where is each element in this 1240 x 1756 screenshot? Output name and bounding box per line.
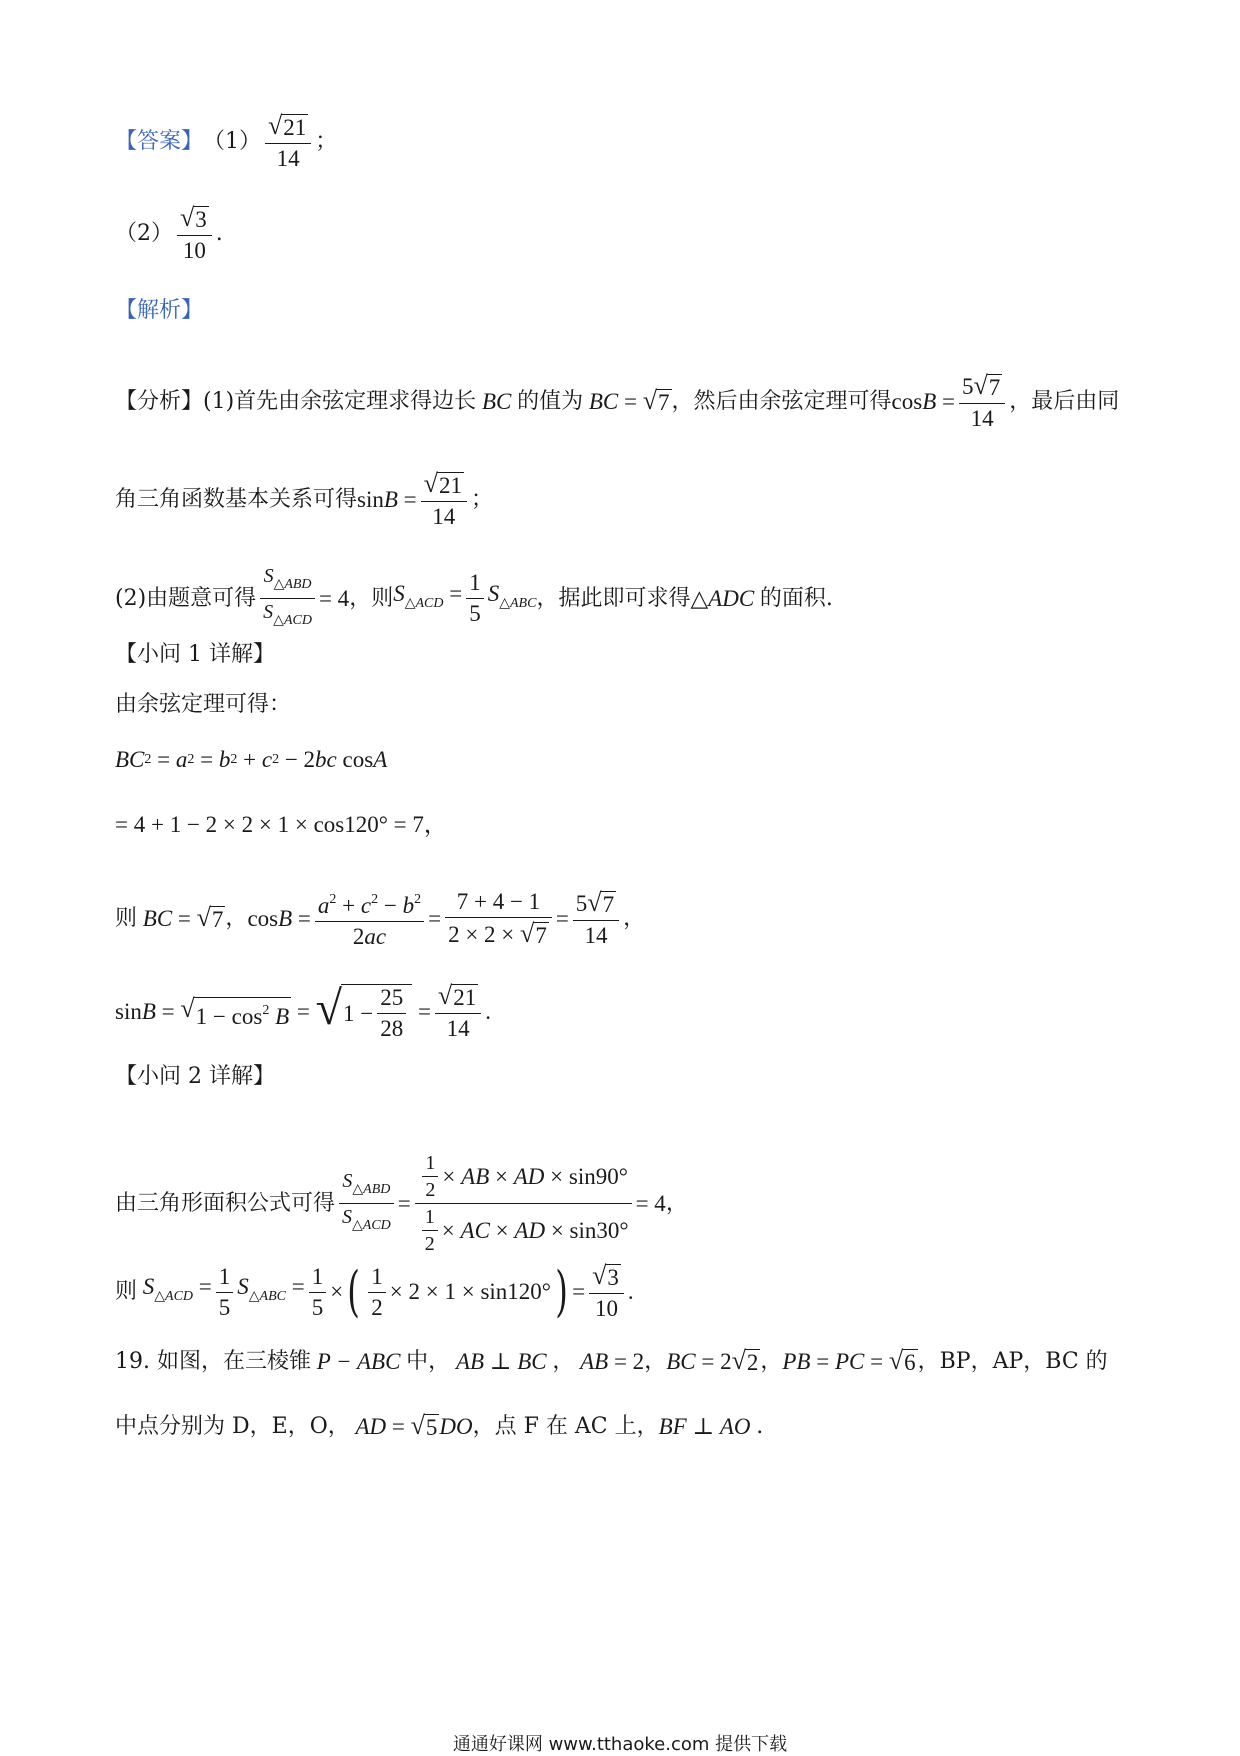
- q2-formula-2: 则 $S_{\triangle ACD}$ = $\frac{1}{5}$ $S_{\triangle ABC}$ = $\frac{1}{5}$ × ( $\frac{1}{2}$ × 2 × 1 × sin120° ) = √ 3 10 .: [115, 1260, 634, 1323]
- analysis-line-1: 【分析】 (1)首先由余弦定理求得边长 BC 的值为 BC = √ 7 ，然后由余弦定理可得 cosB = 5 √ 7 14 ，最后由同: [115, 371, 1120, 431]
- q1-heading: 【小问 1 详解】: [115, 642, 275, 667]
- q1-formula-1: BC 2 = a 2 = b 2 + c 2 − 2 bc cos A: [115, 747, 388, 772]
- q1-formula-4: sin B = √ $1 - \cos^2 B$ = √ 1 − $\frac{25}{28}$ = √ 21 14 .: [115, 981, 491, 1041]
- answer-part1-fraction: √ 21 14: [265, 112, 311, 172]
- answer-part2-fraction: √ 3 10: [177, 204, 212, 264]
- problem19-line-2: 中点分别为 D，E，O， AD = √ 5 DO ，点 F 在 AC 上， BF ⊥ AO .: [115, 1411, 764, 1440]
- q2-formula-1: 由三角形面积公式可得 $\frac{S_{\triangle ABD}}{S_{\triangle ACD}}$ = $\frac{1}{2}$ × AB × AD × sin90° $\frac{1}{2}$ × AC × AD × sin30° = 4 ，: [115, 1152, 688, 1255]
- page-footer: 通通好课网 www.tthaoke.com 提供下载: [452, 1734, 788, 1755]
- answer-line-1: 【答案】 （1） √ 21 14 ；: [115, 111, 338, 171]
- problem19-line-1: 19. 如图，在三棱锥 P − ABC 中， AB ⊥ BC ， AB = 2 ， BC = 2 √ 2 ， PB = PC = √ 6 ，BP，AP，BC 的: [115, 1346, 1108, 1375]
- jiexi-heading: 【解析】: [115, 298, 204, 323]
- analysis-line-2: 角三角函数基本关系可得 sinB = √ 21 14 ；: [115, 469, 493, 529]
- answer-tag: 【答案】: [115, 129, 204, 154]
- q1-formula-3: 则 BC = √ 7 ， cosB = $\frac{a^2 + c^2 - b^2}{2ac}$ = 7 + 4 − 1 2 × 2 × √ 7 = 5 √ 7 14 ，: [115, 887, 646, 949]
- q1-formula-2: = 4 + 1 − 2 × 2 × 1 × cos120° = 7，: [115, 812, 447, 837]
- answer-part1-label: （1）: [203, 129, 262, 154]
- answer-part2-label: （2）: [115, 221, 173, 246]
- analysis-line-3: (2)由题意可得 $\frac{S_{\triangle ABD}}{S_{\triangle ACD}}$ = 4 ，则 $S_{\triangle ACD}$ = $\frac{1}{5}$ $S_{\triangle ABC}$ ，据此即可求得 △ADC 的面积.: [115, 565, 833, 628]
- q1-intro: 由余弦定理可得：: [115, 692, 292, 717]
- answer-line-2: （2） √ 3 10 .: [115, 203, 223, 263]
- q2-heading: 【小问 2 详解】: [115, 1064, 275, 1089]
